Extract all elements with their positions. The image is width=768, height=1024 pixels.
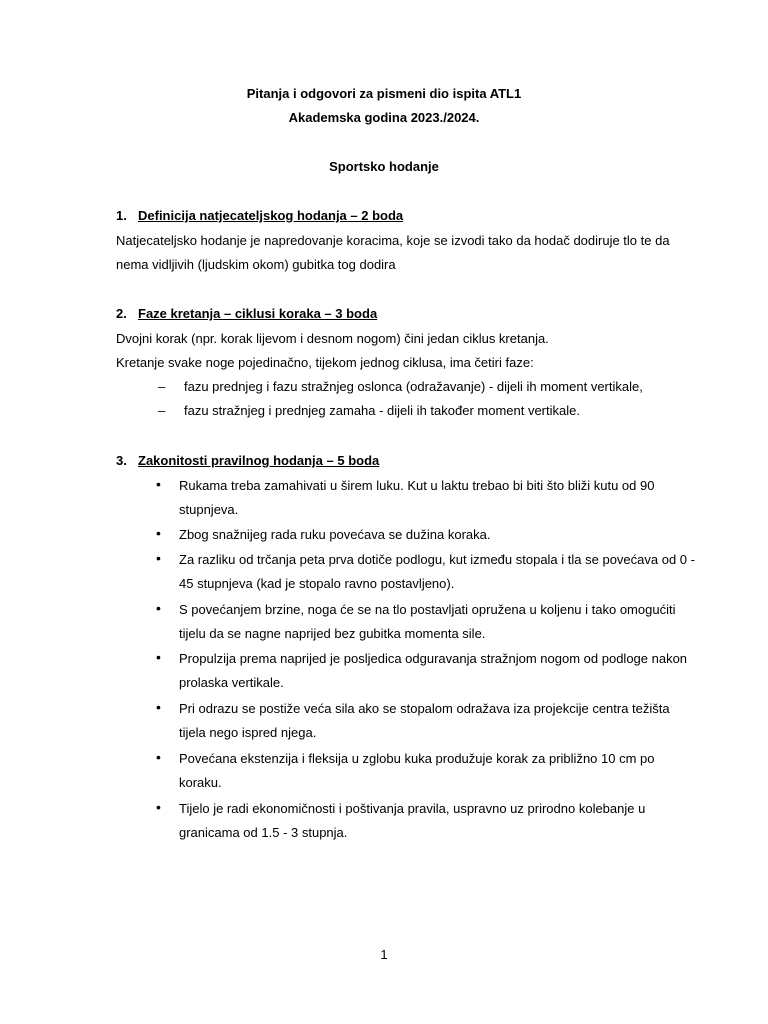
section-3-bullet-2: Zbog snažnijeg rada ruku povećava se dužina koraka. xyxy=(179,527,491,542)
section-1-number: 1. xyxy=(116,208,127,223)
subject-title: Sportsko hodanje xyxy=(329,159,439,174)
section-3-bullet-4: S povećanjem brzine, noga će se na tlo postavljati opružena u koljenu i tako omogućiti tijelu da se nagne naprijed bez gubitka momenta sile. xyxy=(179,602,676,641)
bullet-marker: • xyxy=(156,550,161,566)
section-2-number: 2. xyxy=(116,306,127,321)
section-3-bullet-7: Povećana ekstenzija i fleksija u zglobu kuka produžuje korak za približno 10 cm po koraku. xyxy=(179,751,655,790)
section-1-line-2: nema vidljivih (ljudskim okom) gubitka tog dodira xyxy=(116,257,396,272)
bullet-marker: • xyxy=(156,600,161,616)
section-3-heading: Zakonitosti pravilnog hodanja – 5 boda xyxy=(138,453,380,468)
section-3-bullet-3: Za razliku od trčanja peta prva dotiče podlogu, kut između stopala i tla se povećava od 0 - 45 stupnjeva (kad je stopalo ravno postavljeno). xyxy=(179,552,695,591)
bullet-marker: • xyxy=(156,749,161,765)
section-2-line-2: Kretanje svake noge pojedinačno, tijekom jednog ciklusa, ima četiri faze: xyxy=(116,355,534,370)
section-2-heading: Faze kretanja – ciklusi koraka – 3 boda xyxy=(138,306,378,321)
page-number: 1 xyxy=(380,947,388,962)
bullet-marker: • xyxy=(156,699,161,715)
section-2-dash-item-2: fazu stražnjeg i prednjeg zamaha - dijeli ih također moment vertikale. xyxy=(184,403,580,418)
dash-marker: – xyxy=(158,403,166,418)
bullet-marker: • xyxy=(156,649,161,665)
section-2-dash-item-1: fazu prednjeg i fazu stražnjeg oslonca (odražavanje) - dijeli ih moment vertikale, xyxy=(184,379,643,394)
section-3-bullet-8: Tijelo je radi ekonomičnosti i poštivanja pravila, uspravno uz prirodno kolebanje u granicama od 1.5 - 3 stupnja. xyxy=(179,801,646,840)
section-1-line-1: Natjecateljsko hodanje je napredovanje koracima, koje se izvodi tako da hodač dodiruje tlo te da xyxy=(116,233,670,248)
bullet-marker: • xyxy=(156,525,161,541)
document-title: Pitanja i odgovori za pismeni dio ispita ATL1 xyxy=(246,86,522,101)
section-3-bullet-6: Pri odrazu se postiže veća sila ako se stopalom odražava iza projekcije centra težišta tijela nego ispred njega. xyxy=(179,701,670,740)
section-1-heading: Definicija natjecateljskog hodanja – 2 boda xyxy=(138,208,404,223)
bullet-marker: • xyxy=(156,799,161,815)
section-2-line-1: Dvojni korak (npr. korak lijevom i desnom nogom) čini jedan ciklus kretanja. xyxy=(116,331,549,346)
section-3-number: 3. xyxy=(116,453,127,468)
bullet-marker: • xyxy=(156,476,161,492)
dash-marker: – xyxy=(158,379,166,394)
section-3-bullet-1: Rukama treba zamahivati u širem luku. Kut u laktu trebao bi biti što bliži kutu od 90 stupnjeva. xyxy=(179,478,655,517)
academic-year: Akademska godina 2023./2024. xyxy=(288,110,480,125)
section-3-bullet-5: Propulzija prema naprijed je posljedica odguravanja stražnjom nogom od podloge nakon prolaska vertikale. xyxy=(179,651,688,690)
